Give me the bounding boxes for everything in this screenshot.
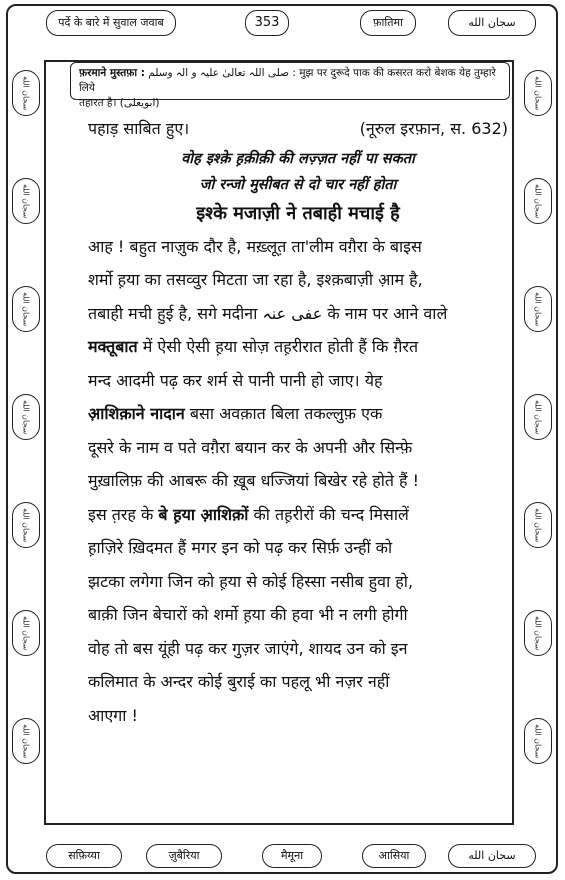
couplet-line-1: वोह इश्क़े ह़क़ीक़ी की लज़्ज़त नहीं पा सकता bbox=[181, 150, 415, 167]
paragraph-line: आह ! बहुत नाज़ुक दौर है, मख़्लूत़ ता'लीम वग़ैरा के बाइस bbox=[88, 236, 422, 256]
paragraph-text: इस त़रह के bbox=[88, 504, 154, 524]
side-ornament-left: سجان الله bbox=[12, 178, 40, 224]
hadith-label: फ़रमाने मुस्तफ़ा : bbox=[79, 67, 145, 79]
tab-subhanallah-bottom: سجان الله bbox=[448, 844, 536, 868]
paragraph-line: दूसरे के नाम व पते वग़ैरा बयान कर के अपनी और सिन्फ़े bbox=[88, 437, 413, 457]
reference-citation: (नूरुल इरफ़ान, स. 632) bbox=[359, 119, 508, 138]
tab-maimuna: मैमूना bbox=[262, 844, 322, 868]
hadith-arabic: صلی اللہ تعالیٰ علیہ و الہ وسلم bbox=[148, 67, 290, 79]
paragraph-line: झटका लगेगा जिन को ह़या से कोई हिस्सा नसीब हुवा हो, bbox=[88, 571, 414, 591]
section-heading: इश्के मजाज़ी ने तबाही मचाई है bbox=[196, 202, 400, 224]
paragraph-text: की तह़रीरों की चन्द मिसालें bbox=[253, 504, 409, 524]
paragraph-line: मुख़ालिफ़ की आबरू की ख़ूब धज्जियां बिखेर रहे होते हैं ! bbox=[88, 471, 420, 490]
couplet-line-2: जो रन्जो मुसीबत से दो चार नहीं होता bbox=[199, 176, 397, 193]
side-ornament-left: سجان الله bbox=[12, 718, 40, 764]
paragraph-text: बसा अवक़ात बिला तकल्लुफ़ एक bbox=[189, 404, 383, 423]
side-ornament-left: سجان الله bbox=[12, 610, 40, 656]
side-ornament-left: سجان الله bbox=[12, 70, 40, 116]
bold-term: आ़शिक़ाने नादान bbox=[88, 404, 185, 423]
hadith-text-line2: तहारत है। (ابویعلی) bbox=[79, 97, 160, 109]
paragraph-line bbox=[88, 498, 508, 532]
side-ornament-right: سجان الله bbox=[524, 394, 552, 440]
bold-term: मक्तूबात bbox=[88, 337, 138, 356]
hadith-text: : मुझ पर दुरूदे पाक की कसरत करो बेशक येह तुम्हारे लिये bbox=[79, 67, 496, 94]
paragraph-line: वोह तो बस यूंही पढ़ कर गुज़र जाएंगे, शायद उन को इन bbox=[88, 638, 408, 658]
paragraph-line: ह़ाज़िरे ख़िदमत हैं मगर इन को पढ़ कर सिर्फ़ उन्हीं को bbox=[88, 538, 393, 557]
paragraph-line: मन्द आदमी पढ़ कर शर्म से पानी पानी हो जाए। येह bbox=[88, 370, 383, 390]
page-number: 353 bbox=[245, 10, 289, 36]
side-ornament-left: سجان الله bbox=[12, 502, 40, 548]
side-ornament-right: سجان الله bbox=[524, 502, 552, 548]
side-ornament-right: سجان الله bbox=[524, 286, 552, 332]
reference-text: पहाड़ साबित हुए। bbox=[88, 119, 190, 138]
paragraph-line bbox=[88, 397, 508, 431]
main-content bbox=[88, 112, 508, 732]
bold-term: बे ह़या आ़शिक़ों bbox=[158, 504, 249, 524]
side-ornament-left: سجان الله bbox=[12, 286, 40, 332]
reference-line bbox=[88, 112, 508, 146]
tab-subhanallah: سجان الله bbox=[448, 10, 536, 36]
tab-topic: पर्दे के बारे में सुवाल जवाब bbox=[46, 10, 176, 36]
paragraph-line bbox=[88, 330, 508, 364]
paragraph-text: में ऐसी ऐसी ह़या सोज़ तह़रीरात होती हैं कि ग़ैरत bbox=[142, 337, 419, 356]
tab-asiya: आसिया bbox=[362, 844, 426, 868]
tab-safiyya: सफ़िय्या bbox=[46, 844, 122, 868]
side-ornament-right: سجان الله bbox=[524, 718, 552, 764]
paragraph-line: तबाही मची हुई है, सगे मदीना عفی عنہ के नाम पर आने वाले bbox=[88, 303, 448, 323]
paragraph-line: आएगा ! bbox=[88, 705, 138, 725]
paragraph-line: बाक़ी जिन बेचारों को शर्मो ह़या की हवा भी न लगी होगी bbox=[88, 605, 408, 624]
paragraph-line: कलिमात के अन्दर कोई बुराई का पहलू भी नज़र नहीं bbox=[88, 672, 390, 691]
side-ornament-right: سجان الله bbox=[524, 70, 552, 116]
side-ornament-right: سجان الله bbox=[524, 610, 552, 656]
hadith-header bbox=[70, 62, 510, 109]
tab-zubairiya: ज़ुबैरिया bbox=[146, 844, 222, 868]
tab-fatima: फ़ातिमा bbox=[360, 10, 416, 36]
paragraph-line: शर्मो ह़या का तसव्वुर मिटता जा रहा है, इश्क़बाज़ी आ़म है, bbox=[88, 270, 423, 289]
side-ornament-left: سجان الله bbox=[12, 394, 40, 440]
side-ornament-right: سجان الله bbox=[524, 178, 552, 224]
